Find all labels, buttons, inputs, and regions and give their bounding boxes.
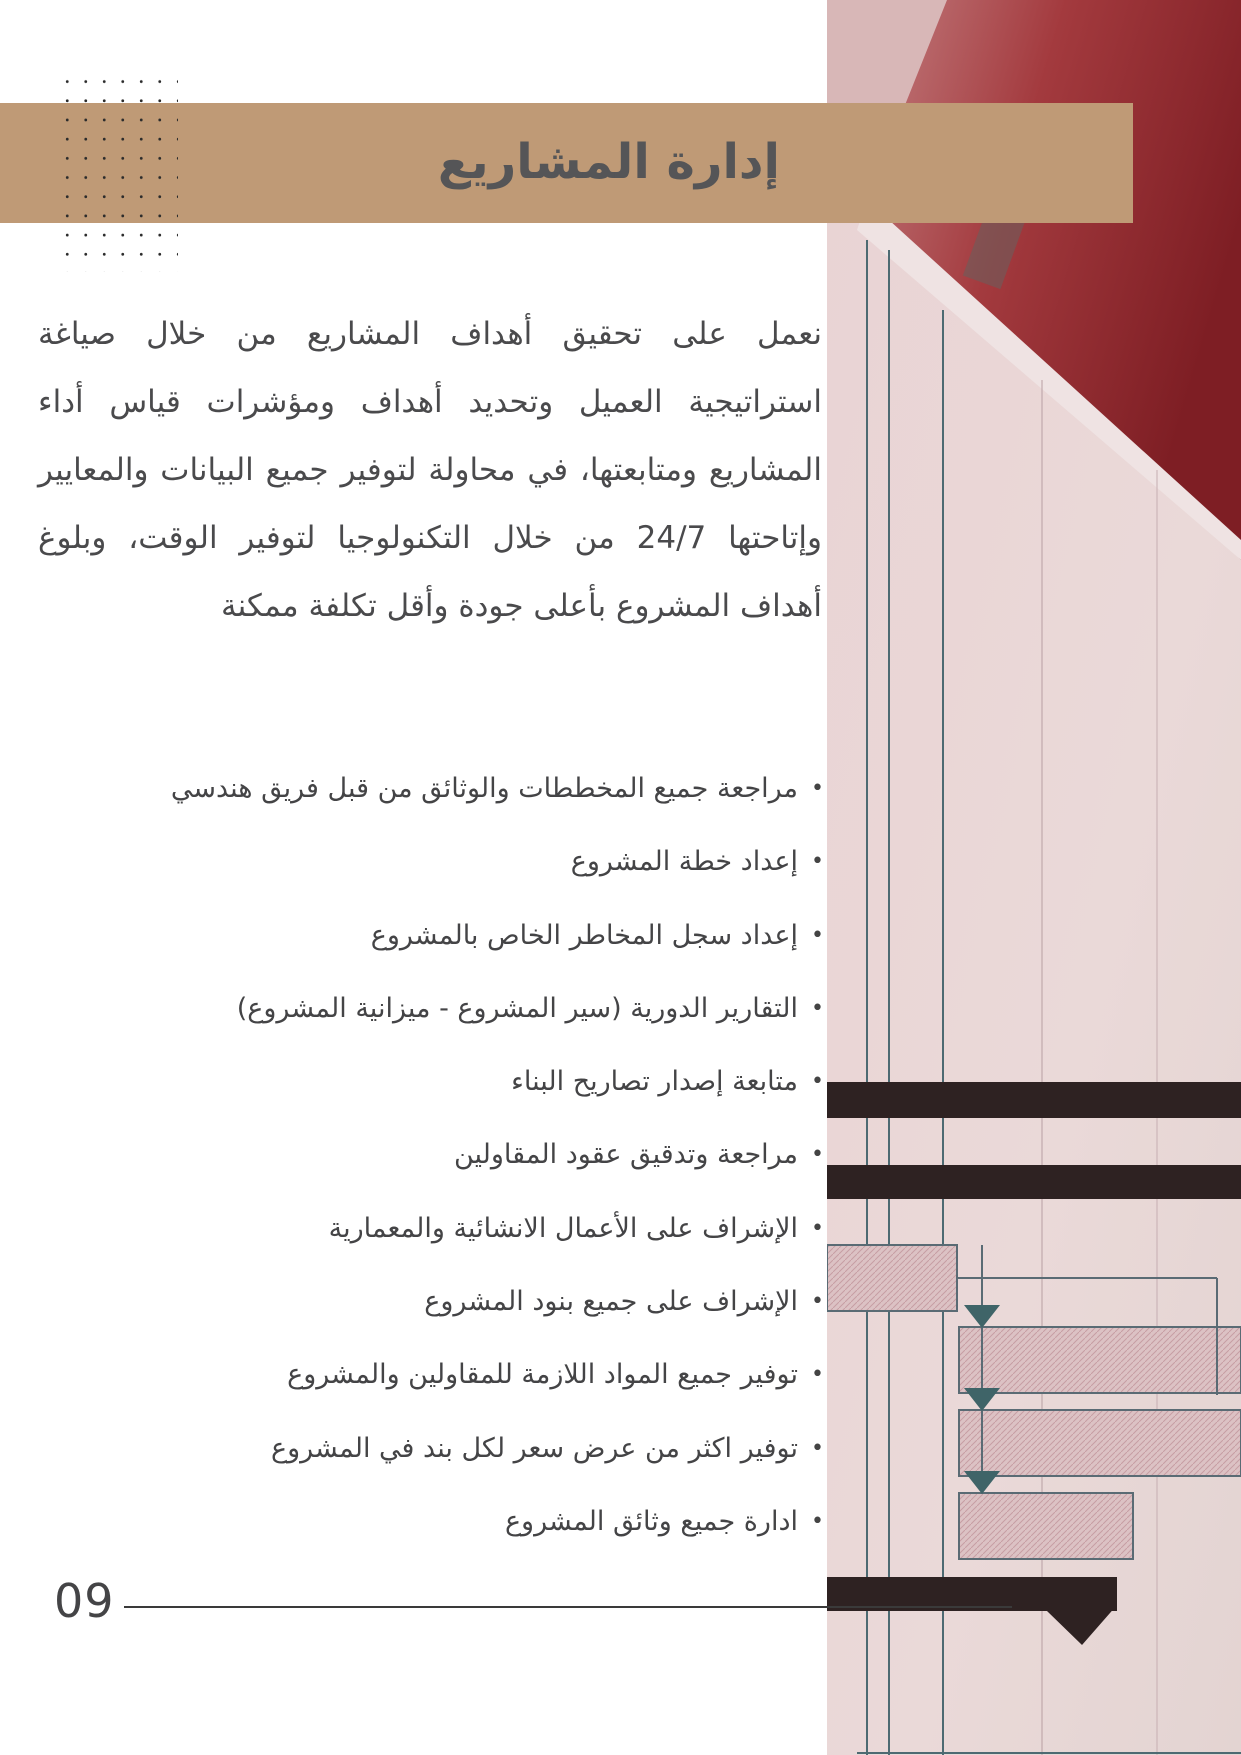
bullet-icon: •: [811, 776, 824, 801]
list-item: [20, 752, 824, 825]
list-item-text: إعداد خطة المشروع: [570, 846, 798, 878]
list-item-text: مراجعة وتدقيق عقود المقاولين: [453, 1139, 798, 1171]
list-item: [20, 972, 824, 1045]
list-item-text: الإشراف على الأعمال الانشائية والمعمارية: [328, 1212, 798, 1244]
list-item: [20, 825, 824, 898]
list-item-text: مراجعة جميع المخططات والوثائق من قبل فريق هندسي: [170, 773, 798, 804]
bullet-icon: •: [811, 1508, 824, 1534]
list-item-text: توفير جميع المواد اللازمة للمقاولين والمشروع: [287, 1359, 798, 1391]
bullet-icon: •: [811, 1142, 824, 1168]
footer-divider: [124, 1606, 1012, 1608]
services-list: [20, 752, 824, 1558]
bullet-icon: •: [811, 1215, 824, 1241]
bullet-icon: •: [811, 995, 824, 1021]
list-item-text: الإشراف على جميع بنود المشروع: [424, 1286, 798, 1318]
list-item-text: ادارة جميع وثائق المشروع: [504, 1505, 798, 1537]
page-title: إدارة المشاريع: [437, 134, 780, 190]
list-item-text: التقارير الدورية (سير المشروع - ميزانية المشروع): [236, 992, 798, 1024]
bullet-icon: •: [811, 922, 824, 948]
list-item: [20, 1118, 824, 1191]
list-item: [20, 1412, 824, 1485]
bullet-icon: •: [811, 1289, 824, 1315]
list-item: [20, 1265, 824, 1338]
list-item: [20, 1192, 824, 1265]
list-item-text: إعداد سجل المخاطر الخاص بالمشروع: [370, 919, 798, 951]
list-item: [20, 899, 824, 972]
bullet-icon: •: [811, 1435, 824, 1461]
list-item: [20, 1338, 824, 1411]
list-item: [20, 1485, 824, 1558]
bullet-icon: •: [811, 1362, 824, 1388]
gantt-chart-photo: [827, 0, 1241, 1755]
list-item-text: توفير اكثر من عرض سعر لكل بند في المشروع: [271, 1432, 798, 1464]
list-item-text: متابعة إصدار تصاريح البناء: [511, 1066, 798, 1098]
intro-paragraph: نعمل على تحقيق أهداف المشاريع من خلال صياغة استراتيجية العميل وتحديد أهداف ومؤشرات قياس أداء المشاريع ومتابعتها، في محاولة لتوفير جميع البيانات والمعايير وإتاحتها 24/7 من خلال التكنولوجيا لتوفير الوقت، وبلوغ أهداف المشروع بأعلى جودة وأقل تكلفة ممكنة: [38, 316, 823, 624]
page-number: 09: [54, 1574, 115, 1628]
bullet-icon: •: [811, 849, 824, 875]
bullet-icon: •: [811, 1069, 824, 1095]
list-item: [20, 1045, 824, 1118]
